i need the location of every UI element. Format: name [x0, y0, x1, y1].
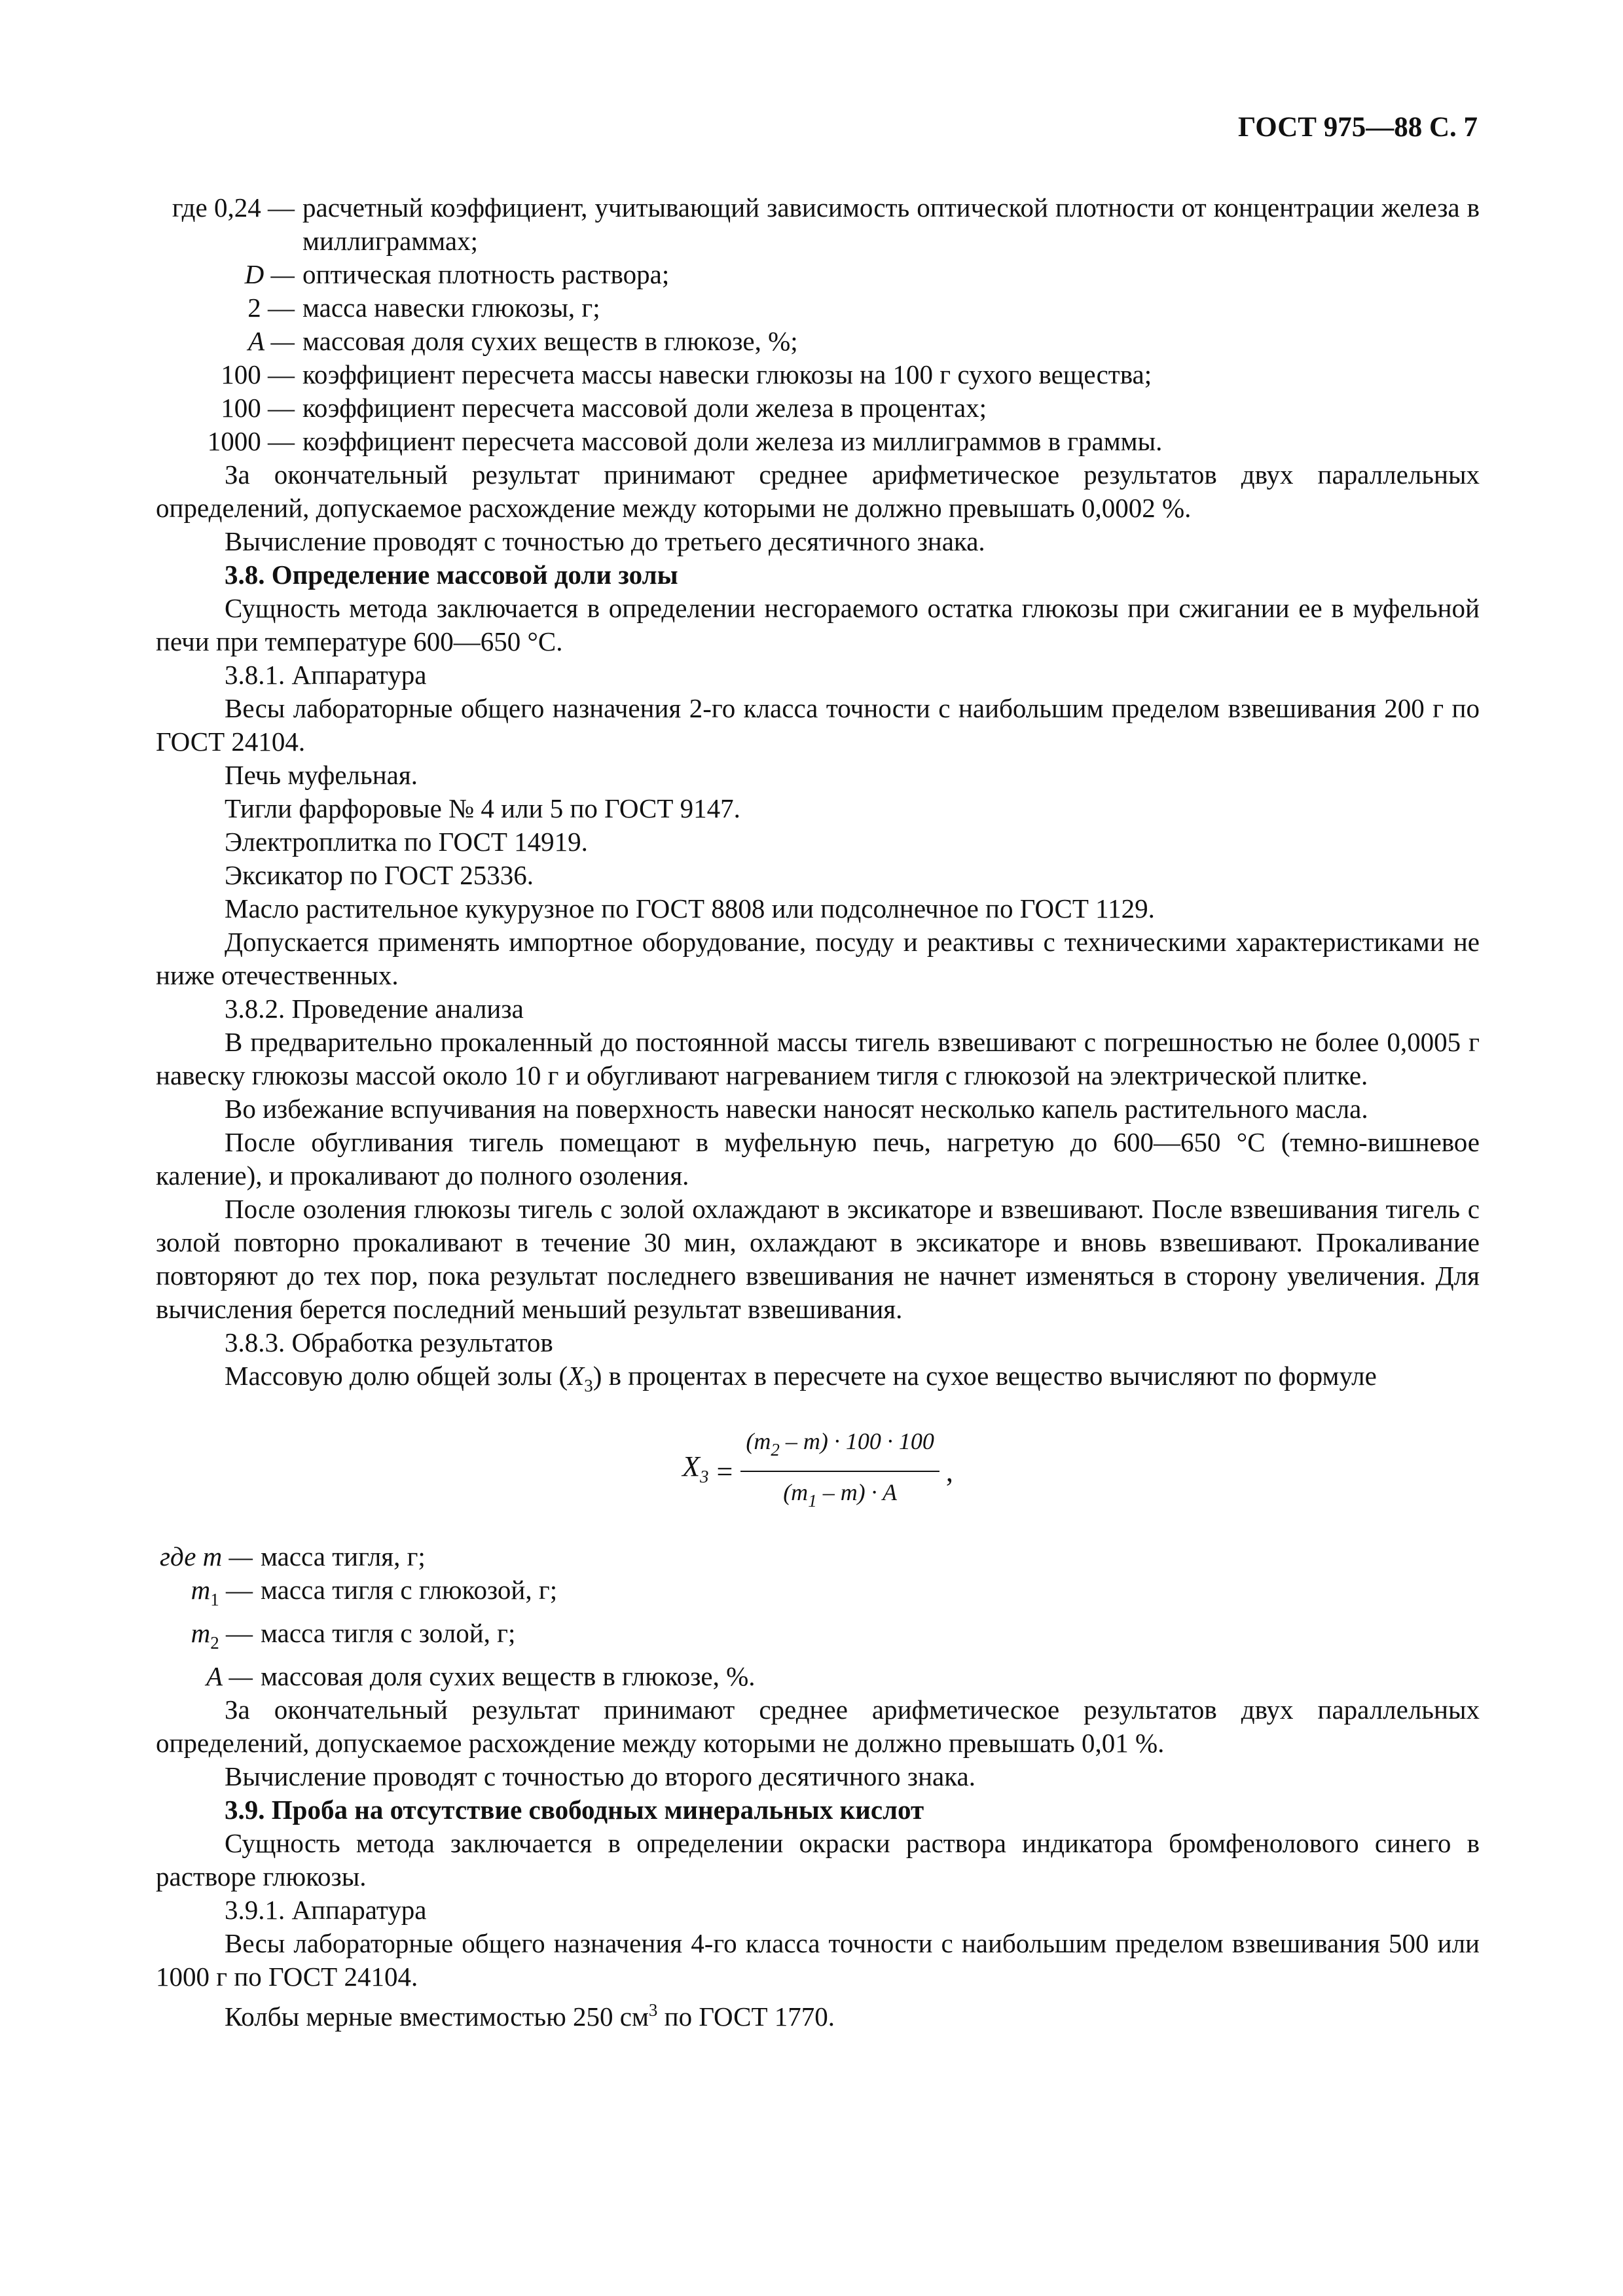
legend-symbol [156, 1617, 253, 1660]
legend-row [156, 358, 1480, 391]
formula-fraction [740, 1425, 939, 1518]
legend-symbol: где 0,24 — [172, 192, 295, 223]
section-heading-3-9: 3.9. Проба на отсутствие свободных минеральных кислот [225, 1795, 924, 1825]
legend-description: массовая доля сухих веществ в глюкозе, %. [261, 1661, 756, 1691]
legend-symbol-sub: 1 [210, 1590, 219, 1609]
formula-intro-text-b: ) в процентах в пересчете на сухое вещество вычисляют по формуле [593, 1361, 1377, 1391]
procedure-paragraph: В предварительно прокаленный до постоянной массы тигель взвешивают с погрешностью не более 0,0005 г навеску глюкозы массой около 10 г и обугливают нагреванием тигля с глюкозой на электрической плитке. [156, 1027, 1480, 1090]
formula-denominator [778, 1472, 902, 1518]
den-part-a: (m [783, 1479, 809, 1505]
formula-ash [156, 1403, 1480, 1540]
apparatus-item: Весы лабораторные общего назначения 4-го класса точности с наибольшим пределом взвешивания 500 или 1000 г по ГОСТ 24104. [156, 1928, 1480, 1992]
subsection-heading-3-9-1: 3.9.1. Аппаратура [225, 1895, 427, 1925]
legend-row [156, 1660, 1480, 1693]
apparatus-item: Эксикатор по ГОСТ 25336. [225, 860, 534, 890]
legend-row [156, 191, 1480, 258]
legend-symbol: 1000 — [207, 426, 295, 456]
legend-dash: — [219, 1618, 253, 1648]
apparatus-item: Печь муфельная. [225, 760, 418, 790]
paragraph-method-essence: Сущность метода заключается в определении окраски раствора индикатора бромфенолового синего в растворе глюкозы. [156, 1828, 1480, 1892]
legend-description: коэффициент пересчета массовой доли железа в процентах; [302, 393, 987, 423]
legend-description: масса тигля с золой, г; [261, 1618, 516, 1648]
legend-symbol: 100 — [221, 393, 295, 423]
num-sub: 2 [771, 1440, 780, 1460]
legend-symbol-var: m [191, 1618, 211, 1648]
legend-symbol: D — [244, 259, 295, 289]
apparatus-item: Допускается применять импортное оборудование, посуду и реактивы с техническими характеристиками не ниже отечественных. [156, 927, 1480, 990]
legend-symbol: 100 — [221, 359, 295, 389]
formula-lhs [682, 1450, 708, 1494]
formula-lhs-var: X [682, 1450, 701, 1482]
procedure-paragraph: Во избежание вспучивания на поверхность навески наносят несколько капель растительного масла. [225, 1094, 1368, 1124]
den-sub: 1 [808, 1491, 817, 1511]
legend-description: масса тигля с глюкозой, г; [261, 1575, 558, 1605]
legend-description: коэффициент пересчета массы навески глюкозы на 100 г сухого вещества; [302, 359, 1152, 389]
paragraph-formula-intro [156, 1359, 1480, 1403]
legend-description: массовая доля сухих веществ в глюкозе, %; [302, 326, 798, 356]
num-part-b: – m) · 100 · 100 [779, 1428, 934, 1454]
legend-description: масса навески глюкозы, г; [302, 293, 600, 323]
legend-description: коэффициент пересчета массовой доли железа из миллиграммов в граммы. [302, 426, 1163, 456]
legend-description: расчетный коэффициент, учитывающий зависимость оптической плотности от концентрации железа в миллиграммах; [302, 192, 1480, 256]
formula-intro-sub: 3 [584, 1376, 593, 1395]
apparatus-item: Электроплитка по ГОСТ 14919. [225, 827, 588, 857]
page-header: ГОСТ 975—88 С. 7 [1237, 112, 1478, 143]
section-heading-3-8: 3.8. Определение массовой доли золы [225, 560, 678, 590]
formula-equals: = [716, 1455, 733, 1488]
formula-comma: , [945, 1455, 953, 1488]
procedure-paragraph: После обугливания тигель помещают в муфельную печь, нагретую до 600—650 °С (темно-вишневое каление), и прокаливают до полного озоления. [156, 1127, 1480, 1191]
paragraph-calc-precision: Вычисление проводят с точностью до третьего десятичного знака. [225, 526, 985, 556]
formula-lhs-sub: 3 [700, 1466, 709, 1486]
apparatus-item: Тигли фарфоровые № 4 или 5 по ГОСТ 9147. [225, 793, 740, 823]
subsection-heading-3-8-3: 3.8.3. Обработка результатов [225, 1327, 553, 1357]
den-part-b: – m) · A [816, 1479, 898, 1505]
formula-numerator [740, 1425, 939, 1472]
legend-row [156, 1617, 1480, 1660]
legend-row [156, 1540, 1480, 1573]
num-part-a: (m [746, 1428, 771, 1454]
legend-symbol: A — [247, 326, 295, 356]
legend-symbol-var: m [191, 1575, 211, 1605]
legend-description: оптическая плотность раствора; [302, 259, 670, 289]
paragraph-method-essence: Сущность метода заключается в определении несгораемого остатка глюкозы при сжигании ее в муфельной печи при температуре 600—650 °С. [156, 593, 1480, 656]
apparatus-item: Весы лабораторные общего назначения 2-го класса точности с наибольшим пределом взвешивания 200 г по ГОСТ 24104. [156, 693, 1480, 757]
legend-description: масса тигля, г; [261, 1541, 426, 1571]
flask-text-a: Колбы мерные вместимостью 250 см [225, 2001, 649, 2032]
paragraph-final-result: За окончательный результат принимают среднее арифметическое результатов двух параллельных определений, допускаемое расхождение между которыми не должно превышать 0,0002 %. [156, 459, 1480, 523]
legend-symbol [156, 1573, 253, 1617]
legend-row [156, 1573, 1480, 1617]
legend-dash: — [219, 1575, 253, 1605]
legend-row [156, 325, 1480, 358]
flask-sup: 3 [648, 2000, 658, 2020]
apparatus-item: Масло растительное кукурузное по ГОСТ 8808 или подсолнечное по ГОСТ 1129. [225, 893, 1155, 924]
procedure-paragraph: После озоления глюкозы тигель с золой охлаждают в эксикаторе и взвешивают. После взвешивания тигель с золой повторно прокаливают в течение 30 мин, охлаждают в эксикаторе и вновь взвешивают. Прокаливание повторяют до тех пор, пока результат последнего взвешивания не начнет изменяться в сторону увеличения. Для вычисления берется последний меньший результат взвешивания. [156, 1194, 1480, 1324]
legend-row [156, 258, 1480, 291]
legend-row [156, 391, 1480, 425]
legend-symbol-sub: 2 [210, 1633, 219, 1653]
apparatus-item [156, 1994, 1480, 2034]
legend-symbol: A — [206, 1661, 253, 1691]
paragraph-final-result: За окончательный результат принимают среднее арифметическое результатов двух параллельных определений, допускаемое расхождение между которыми не должно превышать 0,01 %. [156, 1695, 1480, 1758]
legend-symbol: 2 — [247, 293, 295, 323]
page-content [156, 191, 1480, 2034]
legend-row [156, 291, 1480, 325]
legend-symbol: где m — [160, 1541, 253, 1571]
flask-text-b: по ГОСТ 1770. [657, 2001, 835, 2032]
formula-intro-var: X [568, 1361, 585, 1391]
legend-row [156, 425, 1480, 458]
formula-intro-text-a: Массовую долю общей золы ( [225, 1361, 568, 1391]
subsection-heading-3-8-1: 3.8.1. Аппаратура [225, 660, 427, 690]
paragraph-calc-precision: Вычисление проводят с точностью до второго десятичного знака. [225, 1761, 976, 1791]
subsection-heading-3-8-2: 3.8.2. Проведение анализа [225, 994, 524, 1024]
